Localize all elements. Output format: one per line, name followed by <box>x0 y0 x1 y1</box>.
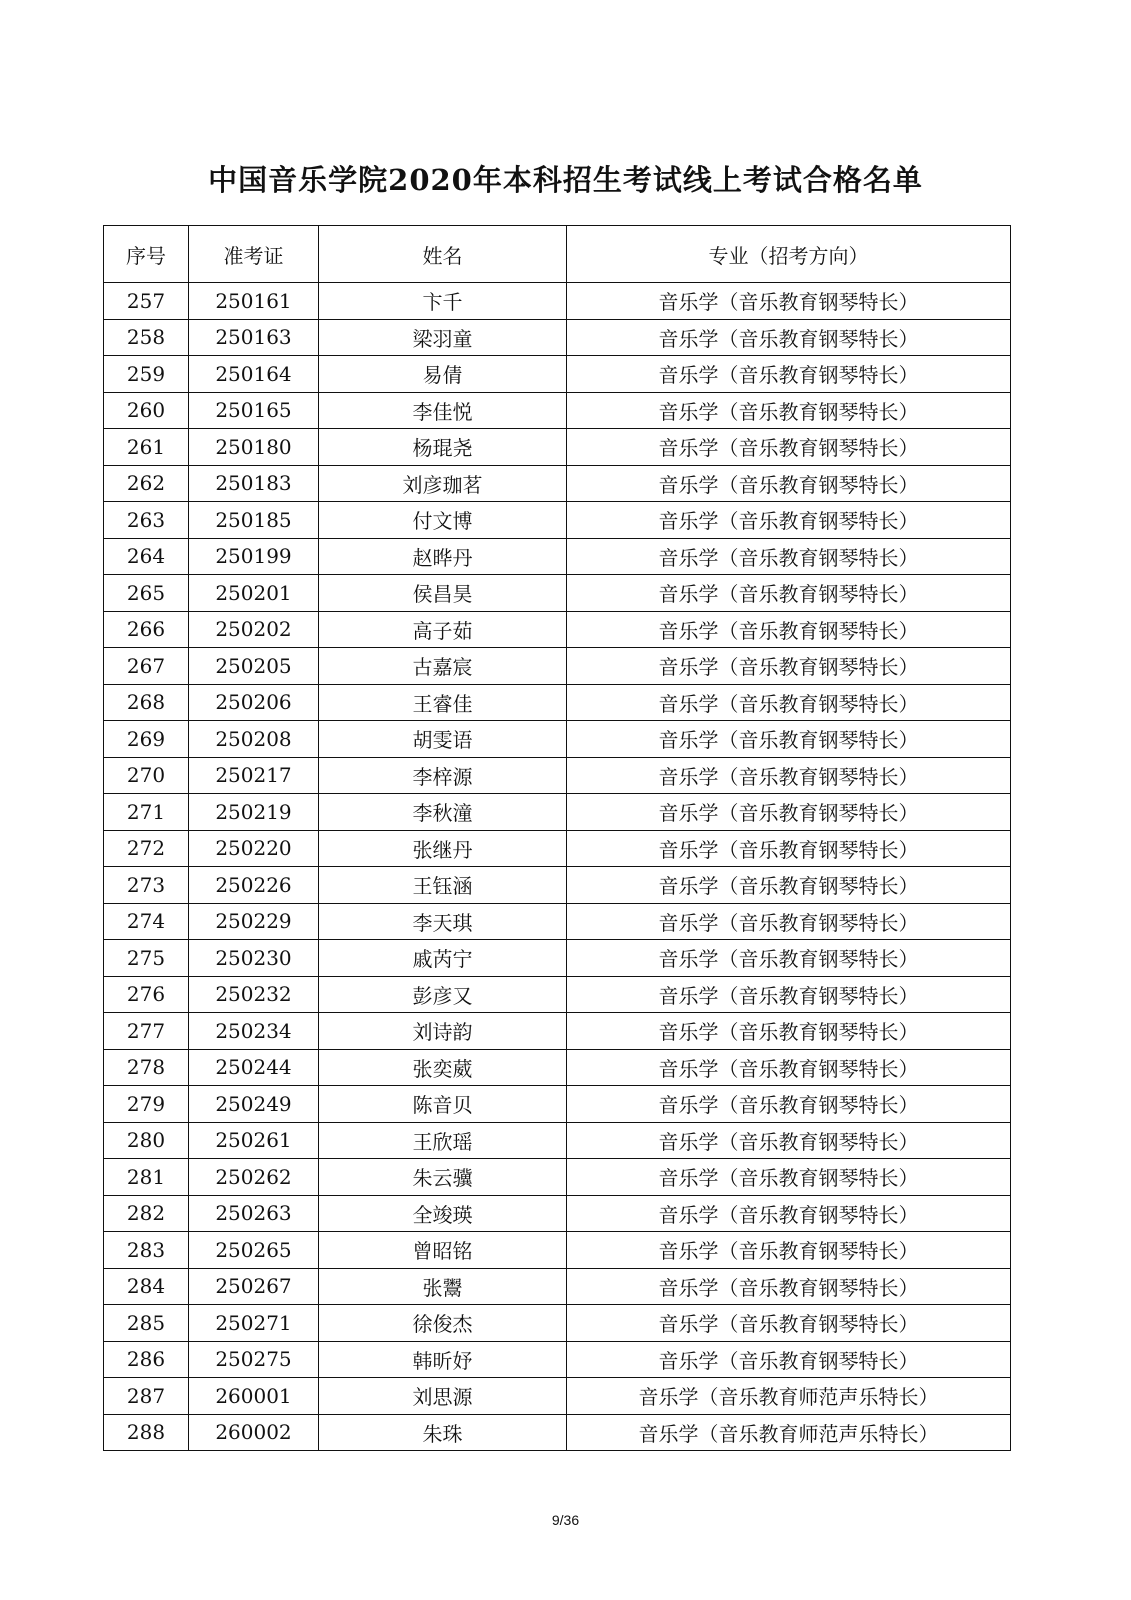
table-header-row <box>104 226 1011 283</box>
cell-seq: 276 <box>104 976 189 1013</box>
cell-name: 张继丹 <box>319 830 567 867</box>
cell-major: 音乐学（音乐教育钢琴特长） <box>567 283 1011 320</box>
cell-major: 音乐学（音乐教育钢琴特长） <box>567 1086 1011 1123</box>
cell-name: 李梓源 <box>319 757 567 794</box>
cell-seq: 272 <box>104 830 189 867</box>
cell-major: 音乐学（音乐教育钢琴特长） <box>567 538 1011 575</box>
cell-exam-id: 250262 <box>189 1159 319 1196</box>
cell-exam-id: 250185 <box>189 502 319 539</box>
cell-exam-id: 250165 <box>189 392 319 429</box>
cell-name: 侯昌昊 <box>319 575 567 612</box>
table-row <box>104 1341 1011 1378</box>
cell-seq: 267 <box>104 648 189 685</box>
cell-name: 刘诗韵 <box>319 1013 567 1050</box>
table-row <box>104 1159 1011 1196</box>
cell-exam-id: 250263 <box>189 1195 319 1232</box>
table-row <box>104 611 1011 648</box>
table-row <box>104 648 1011 685</box>
cell-seq: 258 <box>104 319 189 356</box>
table-row <box>104 903 1011 940</box>
cell-exam-id: 250267 <box>189 1268 319 1305</box>
cell-name: 张奕葳 <box>319 1049 567 1086</box>
table-row <box>104 794 1011 831</box>
cell-exam-id: 250219 <box>189 794 319 831</box>
table-row <box>104 1414 1011 1451</box>
cell-major: 音乐学（音乐教育钢琴特长） <box>567 575 1011 612</box>
cell-exam-id: 250261 <box>189 1122 319 1159</box>
table-row <box>104 830 1011 867</box>
cell-exam-id: 250201 <box>189 575 319 612</box>
cell-seq: 285 <box>104 1305 189 1342</box>
header-major: 专业（招考方向） <box>567 226 1011 283</box>
cell-name: 李天琪 <box>319 903 567 940</box>
table-row <box>104 757 1011 794</box>
cell-seq: 262 <box>104 465 189 502</box>
table-row <box>104 684 1011 721</box>
cell-name: 刘彦珈茗 <box>319 465 567 502</box>
table-row <box>104 356 1011 393</box>
cell-major: 音乐学（音乐教育钢琴特长） <box>567 648 1011 685</box>
table-row <box>104 575 1011 612</box>
table-row <box>104 976 1011 1013</box>
cell-seq: 264 <box>104 538 189 575</box>
cell-major: 音乐学（音乐教育钢琴特长） <box>567 429 1011 466</box>
cell-exam-id: 250275 <box>189 1341 319 1378</box>
cell-exam-id: 250164 <box>189 356 319 393</box>
cell-major: 音乐学（音乐教育钢琴特长） <box>567 1049 1011 1086</box>
cell-seq: 265 <box>104 575 189 612</box>
cell-major: 音乐学（音乐教育钢琴特长） <box>567 1341 1011 1378</box>
cell-name: 易倩 <box>319 356 567 393</box>
admission-list-table <box>103 225 1011 1451</box>
cell-seq: 270 <box>104 757 189 794</box>
cell-exam-id: 250249 <box>189 1086 319 1123</box>
cell-seq: 269 <box>104 721 189 758</box>
cell-exam-id: 250226 <box>189 867 319 904</box>
cell-exam-id: 250161 <box>189 283 319 320</box>
cell-exam-id: 250229 <box>189 903 319 940</box>
cell-name: 胡雯语 <box>319 721 567 758</box>
cell-seq: 275 <box>104 940 189 977</box>
table-row <box>104 319 1011 356</box>
cell-seq: 266 <box>104 611 189 648</box>
cell-name: 梁羽童 <box>319 319 567 356</box>
cell-major: 音乐学（音乐教育钢琴特长） <box>567 757 1011 794</box>
cell-exam-id: 260002 <box>189 1414 319 1451</box>
cell-major: 音乐学（音乐教育钢琴特长） <box>567 1195 1011 1232</box>
header-name: 姓名 <box>319 226 567 283</box>
cell-exam-id: 250202 <box>189 611 319 648</box>
cell-name: 王欣瑶 <box>319 1122 567 1159</box>
cell-name: 徐俊杰 <box>319 1305 567 1342</box>
cell-major: 音乐学（音乐教育钢琴特长） <box>567 794 1011 831</box>
cell-name: 李佳悦 <box>319 392 567 429</box>
cell-major: 音乐学（音乐教育钢琴特长） <box>567 1159 1011 1196</box>
cell-seq: 288 <box>104 1414 189 1451</box>
cell-major: 音乐学（音乐教育钢琴特长） <box>567 611 1011 648</box>
table-row <box>104 283 1011 320</box>
table-row <box>104 867 1011 904</box>
cell-major: 音乐学（音乐教育钢琴特长） <box>567 1232 1011 1269</box>
cell-seq: 281 <box>104 1159 189 1196</box>
page-number: 9/36 <box>551 1512 580 1528</box>
cell-seq: 273 <box>104 867 189 904</box>
cell-seq: 260 <box>104 392 189 429</box>
cell-exam-id: 260001 <box>189 1378 319 1415</box>
cell-major: 音乐学（音乐教育钢琴特长） <box>567 903 1011 940</box>
cell-exam-id: 250230 <box>189 940 319 977</box>
table-row <box>104 721 1011 758</box>
cell-seq: 287 <box>104 1378 189 1415</box>
cell-seq: 261 <box>104 429 189 466</box>
table-row <box>104 1305 1011 1342</box>
header-exam-id: 准考证 <box>189 226 319 283</box>
cell-seq: 257 <box>104 283 189 320</box>
cell-exam-id: 250232 <box>189 976 319 1013</box>
cell-name: 李秋潼 <box>319 794 567 831</box>
cell-major: 音乐学（音乐教育钢琴特长） <box>567 1013 1011 1050</box>
cell-major: 音乐学（音乐教育钢琴特长） <box>567 1305 1011 1342</box>
cell-seq: 268 <box>104 684 189 721</box>
cell-seq: 271 <box>104 794 189 831</box>
cell-major: 音乐学（音乐教育钢琴特长） <box>567 1122 1011 1159</box>
cell-major: 音乐学（音乐教育钢琴特长） <box>567 1268 1011 1305</box>
cell-exam-id: 250199 <box>189 538 319 575</box>
table-row <box>104 465 1011 502</box>
cell-major: 音乐学（音乐教育钢琴特长） <box>567 684 1011 721</box>
cell-seq: 278 <box>104 1049 189 1086</box>
cell-major: 音乐学（音乐教育钢琴特长） <box>567 392 1011 429</box>
cell-seq: 259 <box>104 356 189 393</box>
cell-name: 朱云骥 <box>319 1159 567 1196</box>
cell-exam-id: 250208 <box>189 721 319 758</box>
cell-name: 戚芮宁 <box>319 940 567 977</box>
cell-major: 音乐学（音乐教育钢琴特长） <box>567 830 1011 867</box>
cell-name: 陈音贝 <box>319 1086 567 1123</box>
cell-seq: 280 <box>104 1122 189 1159</box>
cell-seq: 277 <box>104 1013 189 1050</box>
cell-major: 音乐学（音乐教育钢琴特长） <box>567 721 1011 758</box>
table-row <box>104 429 1011 466</box>
cell-exam-id: 250265 <box>189 1232 319 1269</box>
cell-exam-id: 250217 <box>189 757 319 794</box>
cell-seq: 279 <box>104 1086 189 1123</box>
cell-major: 音乐学（音乐教育钢琴特长） <box>567 940 1011 977</box>
table-row <box>104 392 1011 429</box>
cell-name: 付文博 <box>319 502 567 539</box>
cell-exam-id: 250180 <box>189 429 319 466</box>
table-row <box>104 1086 1011 1123</box>
table-row <box>104 1013 1011 1050</box>
table-row <box>104 1049 1011 1086</box>
cell-name: 张鬻 <box>319 1268 567 1305</box>
cell-name: 卞千 <box>319 283 567 320</box>
cell-seq: 284 <box>104 1268 189 1305</box>
cell-name: 刘思源 <box>319 1378 567 1415</box>
cell-exam-id: 250220 <box>189 830 319 867</box>
cell-major: 音乐学（音乐教育钢琴特长） <box>567 502 1011 539</box>
table-row <box>104 1378 1011 1415</box>
cell-exam-id: 250271 <box>189 1305 319 1342</box>
cell-name: 全竣瑛 <box>319 1195 567 1232</box>
cell-name: 朱珠 <box>319 1414 567 1451</box>
table-body <box>104 283 1011 1451</box>
table-row <box>104 1122 1011 1159</box>
cell-exam-id: 250183 <box>189 465 319 502</box>
cell-major: 音乐学（音乐教育钢琴特长） <box>567 319 1011 356</box>
cell-seq: 286 <box>104 1341 189 1378</box>
table-row <box>104 1195 1011 1232</box>
cell-major: 音乐学（音乐教育钢琴特长） <box>567 465 1011 502</box>
cell-name: 赵晔丹 <box>319 538 567 575</box>
cell-major: 音乐学（音乐教育师范声乐特长） <box>567 1378 1011 1415</box>
cell-name: 古嘉宸 <box>319 648 567 685</box>
cell-name: 韩昕妤 <box>319 1341 567 1378</box>
cell-exam-id: 250234 <box>189 1013 319 1050</box>
cell-name: 王睿佳 <box>319 684 567 721</box>
table-row <box>104 1268 1011 1305</box>
cell-major: 音乐学（音乐教育钢琴特长） <box>567 867 1011 904</box>
cell-major: 音乐学（音乐教育钢琴特长） <box>567 356 1011 393</box>
cell-seq: 283 <box>104 1232 189 1269</box>
table-row <box>104 538 1011 575</box>
cell-name: 高子茹 <box>319 611 567 648</box>
cell-exam-id: 250206 <box>189 684 319 721</box>
cell-name: 彭彦又 <box>319 976 567 1013</box>
cell-name: 杨琨尧 <box>319 429 567 466</box>
cell-exam-id: 250163 <box>189 319 319 356</box>
cell-exam-id: 250205 <box>189 648 319 685</box>
cell-major: 音乐学（音乐教育师范声乐特长） <box>567 1414 1011 1451</box>
table-row <box>104 502 1011 539</box>
cell-seq: 282 <box>104 1195 189 1232</box>
cell-seq: 274 <box>104 903 189 940</box>
cell-major: 音乐学（音乐教育钢琴特长） <box>567 976 1011 1013</box>
cell-exam-id: 250244 <box>189 1049 319 1086</box>
cell-name: 曾昭铭 <box>319 1232 567 1269</box>
table-row <box>104 1232 1011 1269</box>
page-title: 中国音乐学院2020年本科招生考试线上考试合格名单 <box>208 163 923 197</box>
cell-seq: 263 <box>104 502 189 539</box>
table-row <box>104 940 1011 977</box>
cell-name: 王钰涵 <box>319 867 567 904</box>
header-seq: 序号 <box>104 226 189 283</box>
